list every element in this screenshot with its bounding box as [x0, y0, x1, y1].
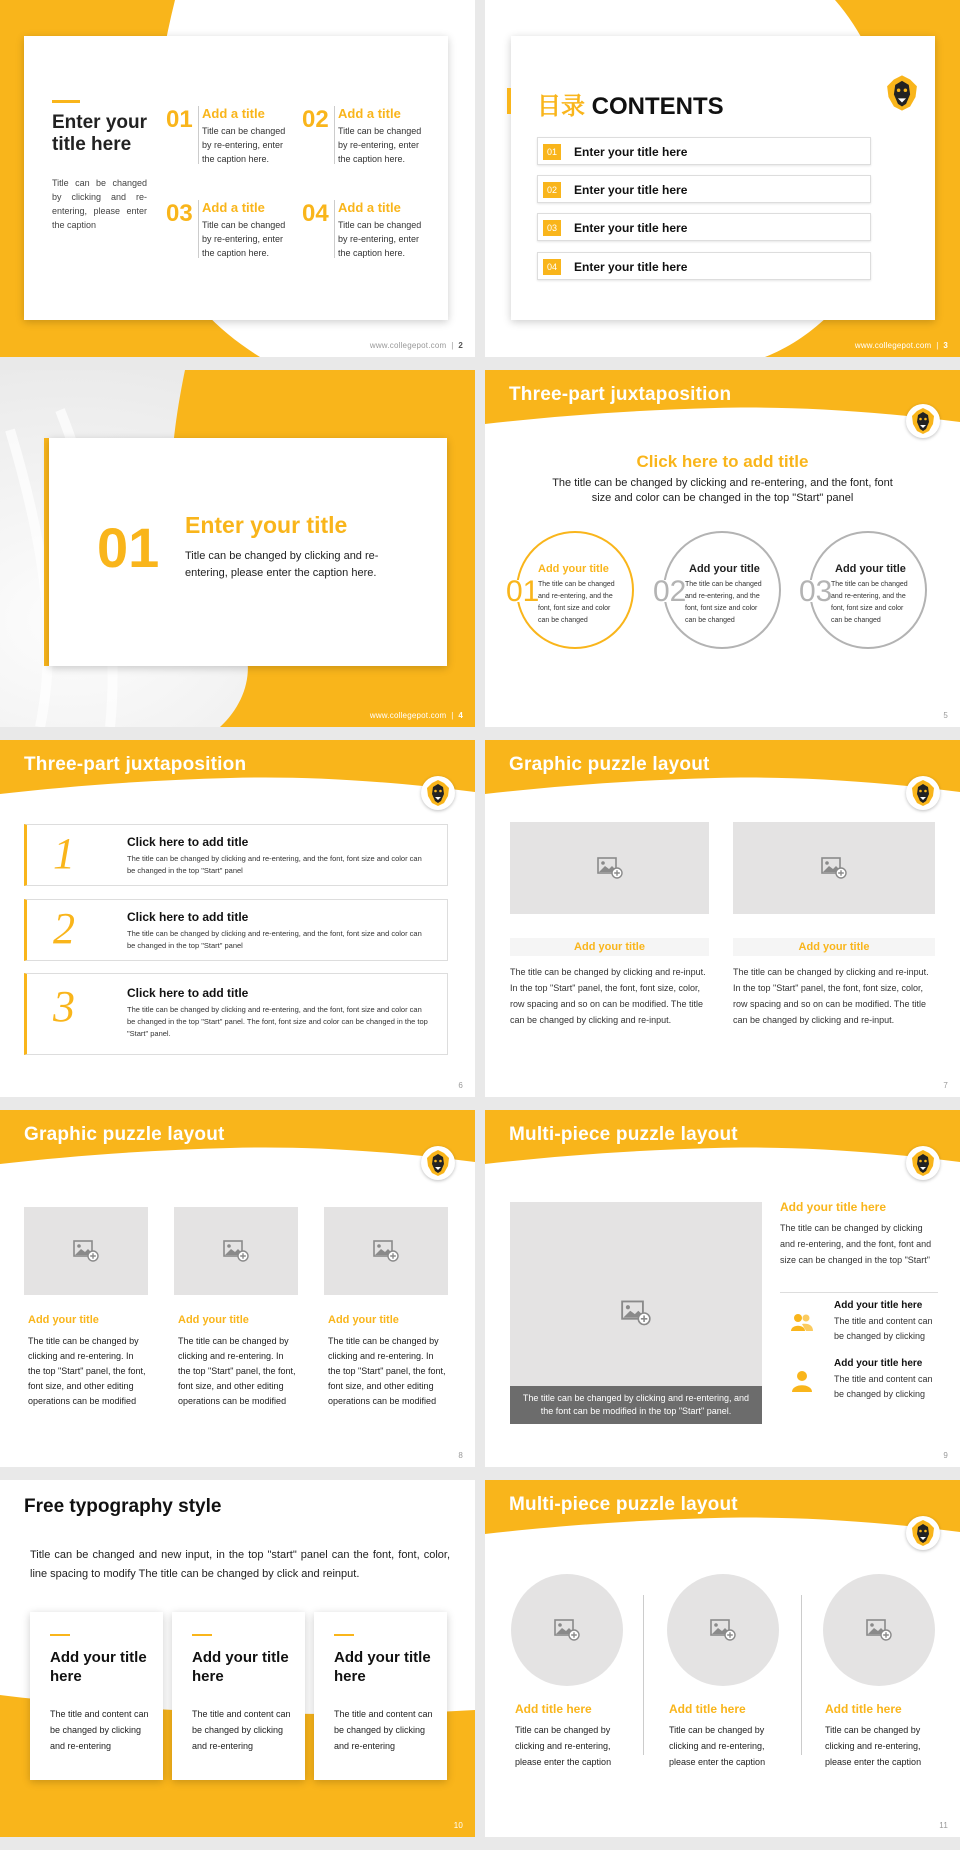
circle-item-02: [653, 535, 777, 645]
page-number: 8: [458, 1451, 463, 1460]
image-icon: [621, 1300, 651, 1326]
page-number: 4: [458, 711, 463, 720]
image-placeholder[interactable]: [733, 822, 935, 914]
slide-footer: www.collegepot.com | 2: [369, 341, 463, 350]
logo: [906, 776, 940, 810]
slide-10[interactable]: [0, 1480, 475, 1837]
item-text: The title can be changed and re-entering, and the font, font size and color can be changed: [831, 581, 908, 624]
card-title: Add your title here: [50, 1649, 147, 1685]
text-card[interactable]: [314, 1612, 447, 1780]
item-number: 04: [302, 200, 329, 227]
item-title: Click here to add title: [127, 910, 249, 924]
list-item[interactable]: [24, 824, 448, 886]
contents-title-en: CONTENTS: [591, 93, 724, 120]
section-caption: Title can be changed by clicking and re-entering, please enter the caption here.: [185, 550, 379, 579]
item-text: The title and content can be changed by clicking: [834, 1316, 933, 1341]
page-number: 7: [943, 1081, 948, 1090]
list-item[interactable]: [24, 899, 448, 961]
footer-site: www.collegepot.com: [369, 711, 447, 720]
item-title: Add a title: [202, 200, 265, 215]
card-title: Add your title here: [192, 1649, 289, 1685]
item-title: Add your title: [28, 1314, 99, 1326]
item-number: 2: [53, 904, 75, 953]
slide-7[interactable]: [485, 740, 960, 1097]
item-title: Add your title: [538, 563, 609, 575]
slide-3[interactable]: [485, 0, 960, 357]
item-title: Add a title: [202, 106, 265, 121]
page-number: 11: [939, 1821, 948, 1830]
page-number: 9: [943, 1451, 948, 1460]
item-title: Add your title: [835, 563, 906, 575]
card-title: Add your title here: [334, 1649, 431, 1685]
item-number: 1: [53, 829, 75, 878]
image-caption: The title can be changed by clicking and re-entering, and the font can be modified in the top "Start" panel.: [522, 1393, 750, 1416]
image-icon: [73, 1240, 99, 1262]
image-icon: [821, 857, 847, 879]
item-text: The title can be changed by clicking and re-entering, and the font, font size and color can be changed in the top "Start" panel: [127, 854, 422, 875]
slide-4[interactable]: [0, 370, 475, 727]
item-number: 02: [302, 106, 329, 133]
item-number: 04: [543, 259, 561, 275]
item-title: Add a title: [338, 200, 401, 215]
page-number: 3: [943, 341, 948, 350]
page-number: 5: [943, 711, 948, 720]
image-icon: [710, 1619, 736, 1641]
footer-site: www.collegepot.com: [369, 341, 447, 350]
image-placeholder[interactable]: [823, 1574, 935, 1686]
contents-item[interactable]: [537, 213, 871, 241]
circle-item-01: [506, 535, 630, 645]
slide-caption: Title can be changed by clicking and re-entering, please enter the caption: [52, 178, 147, 230]
item-text: Title can be changed by clicking and re-entering, please enter the caption: [515, 1725, 612, 1767]
item-text: The title can be changed by clicking and re-entering. In the top "Start" panel, the font, font size, and other editing operations can be modified: [328, 1336, 446, 1406]
item-text: Title can be changed by clicking and re-entering, please enter the caption: [669, 1725, 766, 1767]
card-text: The title and content can be changed by clicking and re-entering: [192, 1709, 291, 1751]
item-label: Enter your title here: [574, 221, 688, 235]
item-text: The title and content can be changed by clicking: [834, 1374, 933, 1399]
item-text: Title can be changed by re-entering, enter the caption here.: [338, 126, 422, 164]
item-text: The title can be changed and re-entering, and the font, font size and color can be changed: [538, 581, 615, 624]
image-icon: [373, 1240, 399, 1262]
logo: [906, 1146, 940, 1180]
item-text: The title can be changed by clicking and re-input. In the top "Start" panel, the font, font size, color, row spacing and so on can be modified. The title can be changed by clicking and re-input.: [510, 967, 706, 1025]
feature-item: [780, 1300, 940, 1354]
slide-header: Three-part juxtaposition: [24, 754, 247, 775]
slide-title: Enter your title here: [52, 112, 148, 155]
item-title: Add your title: [510, 938, 709, 956]
slide-footer: www.collegepot.com | 4: [369, 711, 463, 720]
item-label: Enter your title here: [574, 260, 688, 274]
logo: [906, 1516, 940, 1550]
item-title: Add title here: [515, 1702, 592, 1716]
contents-title-cn: 目录: [537, 93, 585, 120]
image-icon: [866, 1619, 892, 1641]
slide-5[interactable]: [485, 370, 960, 727]
item-title: Add your title: [328, 1314, 399, 1326]
logo: [879, 70, 925, 116]
image-placeholder[interactable]: [174, 1207, 298, 1295]
image-icon: [597, 857, 623, 879]
item-text: Title can be changed by re-entering, enter the caption here.: [338, 220, 422, 258]
image-placeholder[interactable]: [667, 1574, 779, 1686]
slide-intro: Title can be changed and new input, in the top "start" panel can the font, font, color, line spacing to modify The title can be changed by click and reinput.: [30, 1549, 450, 1580]
item-label: Enter your title here: [574, 183, 688, 197]
slide-8[interactable]: [0, 1110, 475, 1467]
circle-item-03: [799, 535, 923, 645]
item-number: 3: [53, 982, 75, 1031]
card-text: The title and content can be changed by clicking and re-entering: [50, 1709, 149, 1751]
item-number: 01: [506, 575, 540, 608]
page-number: 2: [458, 341, 463, 350]
side-title: Add your title here: [780, 1200, 887, 1214]
feature-item: [780, 1358, 940, 1412]
logo: [906, 404, 940, 438]
item-title: Add a title: [338, 106, 401, 121]
slide-header: Multi-piece puzzle layout: [509, 1124, 738, 1145]
footer-site: www.collegepot.com: [854, 341, 932, 350]
contents-title: [537, 86, 724, 121]
page-number: 6: [458, 1081, 463, 1090]
slide-11[interactable]: [485, 1480, 960, 1837]
text-card[interactable]: [172, 1612, 305, 1780]
item-title: Add title here: [669, 1702, 746, 1716]
item-title: Add your title here: [834, 1358, 923, 1369]
slide-2[interactable]: [0, 0, 475, 357]
contents-item[interactable]: [537, 252, 871, 280]
section-title: Enter your title: [185, 512, 348, 538]
image-placeholder[interactable]: [511, 1574, 623, 1686]
image-icon: [223, 1240, 249, 1262]
item-number: 03: [166, 200, 193, 227]
item-number: 02: [653, 575, 687, 608]
image-icon: [554, 1619, 580, 1641]
item-title: Click here to add title: [127, 835, 249, 849]
item-number: 03: [799, 575, 833, 608]
item-title: Add your title: [689, 563, 760, 575]
user-icon: [790, 1370, 814, 1392]
image-caption-bar: [510, 1386, 762, 1424]
item-label: Enter your title here: [574, 145, 688, 159]
item-text: The title can be changed by clicking and re-entering, and the font, font size and color can be changed in the top "Start" panel: [127, 929, 422, 950]
item-text: The title can be changed by clicking and re-entering. In the top "Start" panel, the font, font size, and other editing operations can be modified: [28, 1336, 146, 1406]
item-title: Add your title: [178, 1314, 249, 1326]
item-text: The title can be changed and re-entering, and the font, font size and color can be changed: [685, 581, 762, 624]
item-text: Title can be changed by re-entering, enter the caption here.: [202, 126, 286, 164]
side-text: The title can be changed by clicking and re-entering, and the font, font and size can be changed in the top "Start": [780, 1223, 932, 1265]
section-number: 01: [97, 516, 160, 579]
item-number: 01: [166, 106, 193, 133]
slide-9[interactable]: [485, 1110, 960, 1467]
slide-footer: www.collegepot.com | 3: [854, 341, 948, 350]
logo: [421, 776, 455, 810]
list-item[interactable]: [24, 973, 448, 1055]
slide-title: Click here to add title: [636, 452, 809, 471]
slide-header: Three-part juxtaposition: [509, 384, 732, 405]
item-number: 01: [543, 144, 561, 160]
image-placeholder[interactable]: [510, 1202, 762, 1424]
contents-item[interactable]: [537, 137, 871, 165]
item-number: 03: [543, 220, 561, 236]
slide-subtitle: The title can be changed by clicking and re-entering, and the font, font size and color can be changed in the top "Start" panel: [552, 477, 893, 504]
image-placeholder[interactable]: [24, 1207, 148, 1295]
item-number: 02: [543, 182, 561, 198]
contents-item[interactable]: [537, 175, 871, 203]
item-text: Title can be changed by clicking and re-entering, please enter the caption: [825, 1725, 922, 1767]
slide-header: Graphic puzzle layout: [24, 1124, 225, 1145]
slide-header: Graphic puzzle layout: [509, 754, 710, 775]
item-title: Add title here: [825, 1702, 902, 1716]
item-text: The title can be changed by clicking and re-input. In the top "Start" panel, the font, font size, color, row spacing and so on can be modified. The title can be changed by clicking and re-input.: [733, 967, 929, 1025]
item-title: Click here to add title: [127, 986, 249, 1000]
text-card[interactable]: [30, 1612, 163, 1780]
slide-6[interactable]: [0, 740, 475, 1097]
item-text: Title can be changed by re-entering, enter the caption here.: [202, 220, 286, 258]
page-number: 10: [453, 1821, 463, 1830]
slide-header: Free typography style: [24, 1496, 222, 1517]
users-icon: [790, 1312, 814, 1332]
item-title: Add your title: [733, 938, 935, 956]
card-text: The title and content can be changed by clicking and re-entering: [334, 1709, 433, 1751]
item-text: The title can be changed by clicking and re-entering. In the top "Start" panel, the font, font size, and other editing operations can be modified: [178, 1336, 296, 1406]
item-text: The title can be changed by clicking and re-entering, and the font, font size and color can be changed in the top "Start" panel. The font, font size and color can be changed in the top "Start" panel.: [127, 1005, 428, 1038]
item-title: Add your title here: [834, 1300, 923, 1311]
image-placeholder[interactable]: [324, 1207, 448, 1295]
logo: [421, 1146, 455, 1180]
slide-header: Multi-piece puzzle layout: [509, 1494, 738, 1515]
image-placeholder[interactable]: [510, 822, 709, 914]
